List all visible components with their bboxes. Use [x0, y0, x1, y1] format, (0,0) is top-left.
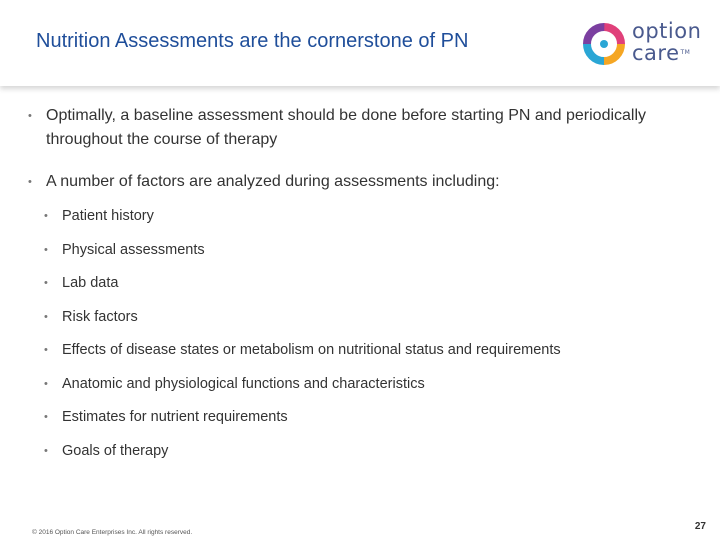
bullet-icon: • — [44, 444, 48, 457]
bullet-icon: • — [44, 377, 48, 390]
bullet-item — [28, 104, 688, 152]
sub-bullet-text: Goals of therapy — [62, 442, 169, 459]
logo-trademark: TM — [680, 49, 691, 56]
bullet-icon: • — [44, 310, 48, 323]
company-logo — [578, 16, 702, 72]
sub-bullet-text: Patient history — [62, 208, 154, 224]
copyright-footer: © 2016 Option Care Enterprises Inc. All rights reserved. — [32, 529, 193, 536]
sub-bullet-item — [44, 340, 688, 360]
sub-bullet-text: Anatomic and physiological functions and characteristics — [62, 375, 425, 392]
bullet-icon: • — [44, 210, 48, 222]
bullet-icon: • — [28, 176, 32, 188]
bullet-icon: • — [28, 110, 32, 122]
bullet-text: Optimally, a baseline assessment should be done before starting PN and periodically throughout the course of therapy — [46, 107, 647, 148]
sub-bullet-list — [28, 206, 688, 461]
bullet-text: A number of factors are analyzed during assessments including: — [46, 173, 500, 190]
logo-mark-icon — [580, 20, 628, 68]
slide-title: Nutrition Assessments are the cornerstone of PN — [36, 30, 469, 52]
sub-bullet-text: Risk factors — [62, 308, 138, 325]
sub-bullet-text: Lab data — [62, 275, 119, 291]
sub-bullet-text: Physical assessments — [62, 241, 205, 258]
slide-body — [28, 104, 688, 474]
logo-line-care: care™ — [632, 41, 691, 65]
sub-bullet-item — [44, 407, 688, 427]
logo-wordmark — [632, 20, 701, 64]
sub-bullet-item — [44, 240, 688, 260]
sub-bullet-item — [44, 273, 688, 293]
bullet-icon: • — [44, 411, 48, 423]
sub-bullet-item — [44, 441, 688, 461]
sub-bullet-item — [44, 374, 688, 394]
page-number: 27 — [694, 521, 706, 532]
bullet-icon: • — [44, 277, 48, 289]
slide-header — [0, 0, 720, 86]
sub-bullet-text: Estimates for nutrient requirements — [62, 409, 288, 425]
bullet-icon: • — [44, 243, 48, 256]
bullet-icon: • — [44, 344, 48, 356]
sub-bullet-item — [44, 307, 688, 327]
logo-line-option: option — [632, 19, 702, 43]
sub-bullet-text: Effects of disease states or metabolism on nutritional status and requirements — [62, 342, 561, 358]
sub-bullet-item — [44, 206, 688, 226]
bullet-item — [28, 170, 688, 194]
